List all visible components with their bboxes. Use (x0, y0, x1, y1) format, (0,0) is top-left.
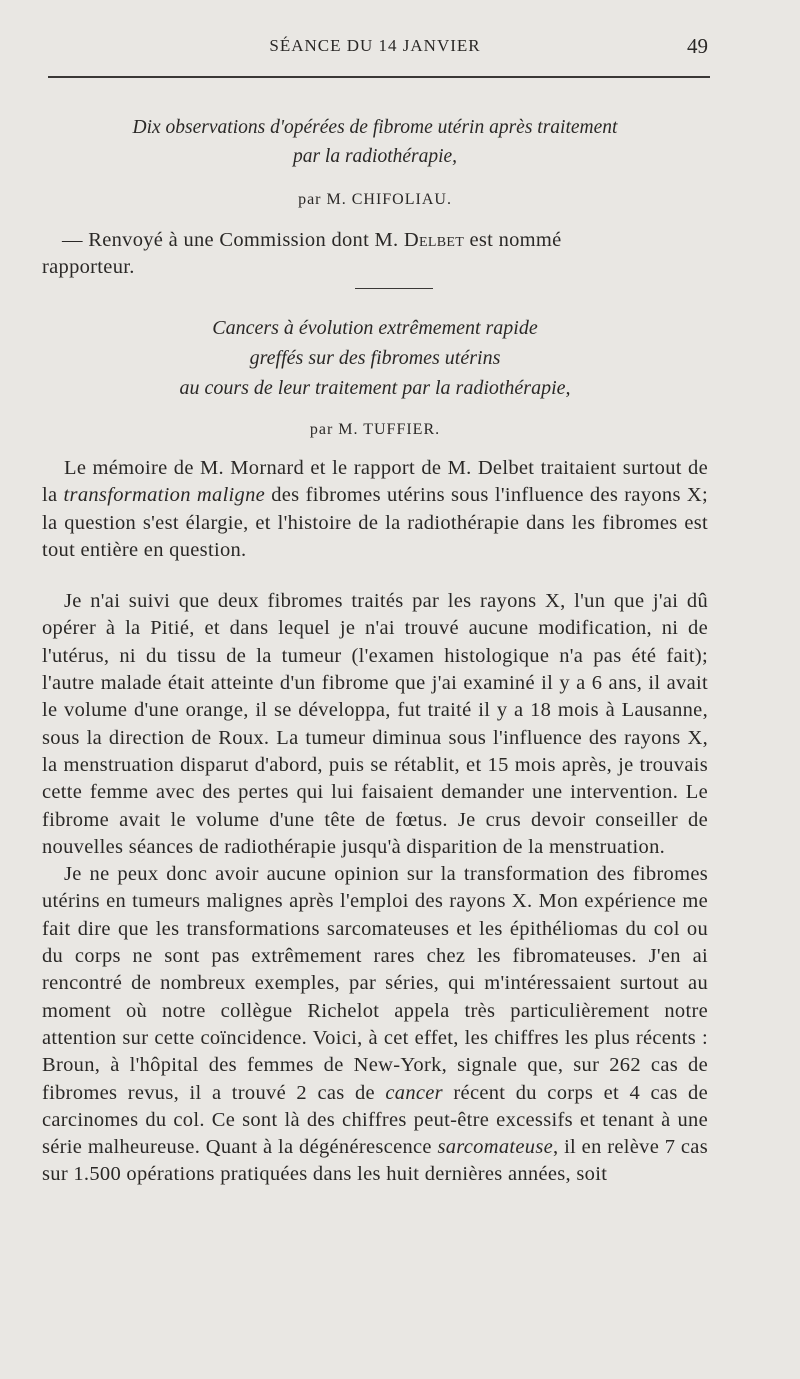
running-title: SÉANCE DU 14 JANVIER (269, 36, 481, 55)
p3-emphasis-1: cancer (385, 1081, 443, 1104)
referral-text-a: — Renvoyé à une Commission dont M. (62, 229, 404, 251)
referral-text-b: est nommé (464, 229, 562, 251)
article1-title (42, 113, 708, 171)
referral-text-c: rapporteur. (42, 256, 135, 279)
page-number: 49 (687, 34, 708, 58)
referral-name: Delbet (403, 229, 465, 251)
article2-title-line2: greffés sur des fibromes utérins (249, 347, 501, 369)
section-divider (355, 288, 433, 289)
paragraph-2: Je n'ai suivi que deux fibromes traités par les rayons X, l'un que j'ai dû opérer à la Pitié, et dans lequel je n'ai trouvé aucune modification, ni de l'utérus, ni du tissu de la tumeur (l'examen histologique n'a pas été fait); l'autre malade était atteinte d'un fibrome que j'ai examiné il y a 6 ans, il avait le volume d'une orange, il se développa, fut traité il y a 18 mois à Lausanne, sous la direction de Roux. La tumeur diminua sous l'influence des rayons X, la menstruation disparut d'abord, puis se rétablit, et 15 mois après, je trouvais cette femme avec des pertes qui lui faisaient demander une intervention. Le fibrome avait le volume d'une tête de fœtus. Je crus devoir conseiller de nouvelles séances de radiothérapie jusqu'à disparition de la menstruation. (42, 590, 708, 858)
p1-text-a: Le mémoire de M. Mornard et le rapport de M. Delbet traitaient surtout de la (42, 457, 708, 507)
p3-emphasis-2: sarcomateuse (437, 1136, 554, 1159)
article2-title (42, 313, 708, 403)
p3-text-c: , il en relève 7 cas sur 1.500 opérations pratiquées dans les huit dernières années, soit (42, 1136, 708, 1186)
article2-title-line3: au cours de leur traitement par la radiothérapie, (179, 377, 571, 399)
article2-title-line1: Cancers à évolution extrêmement rapide (212, 317, 538, 339)
article1-title-line2: par la radiothérapie, (292, 146, 458, 167)
p1-text-b: des fibromes utérins sous l'influence des rayons X; la question s'est élargie, et l'histoire de la radiothérapie dans les fibromes est tout entière en question. (42, 484, 708, 561)
paragraph-3 (42, 861, 708, 1189)
article1-referral (42, 227, 708, 282)
article2-author: par M. TUFFIER. (309, 421, 441, 438)
article1-title-line1: Dix observations d'opérées de fibrome utérin après traitement (132, 117, 618, 138)
p3-text-a: Je ne peux donc avoir aucune opinion sur la transformation des fibromes utérins en tumeurs malignes après l'emploi des rayons X. Mon expérience me fait dire que les transformations sarcomateuses et les épithéliomas du col ou du corps ne sont pas extrêmement rares chez les fibromateuses. J'en ai rencontré de nombreux exemples, par séries, qui m'intéressaient surtout au moment où notre collègue Richelot appela très particulièrement notre attention sur cette coïncidence. Voici, à cet effet, les chiffres les plus récents : Broun, à l'hôpital des femmes de New-York, signale que, sur 262 cas de fibromes revus, il a trouvé 2 cas de (42, 863, 708, 1104)
p1-emphasis: transformation maligne (63, 484, 266, 507)
p3-text-b: récent du corps et 4 cas de carcinomes du col. Ce sont là des chiffres peut-être excessifs et tenant à une série malheureuse. Quant à la dégénérescence (42, 1081, 708, 1159)
body-text (42, 455, 708, 1189)
paragraph-1 (42, 455, 708, 564)
running-header (42, 34, 708, 60)
article1-author: par M. CHIFOLIAU. (298, 191, 452, 208)
header-rule (48, 76, 710, 78)
